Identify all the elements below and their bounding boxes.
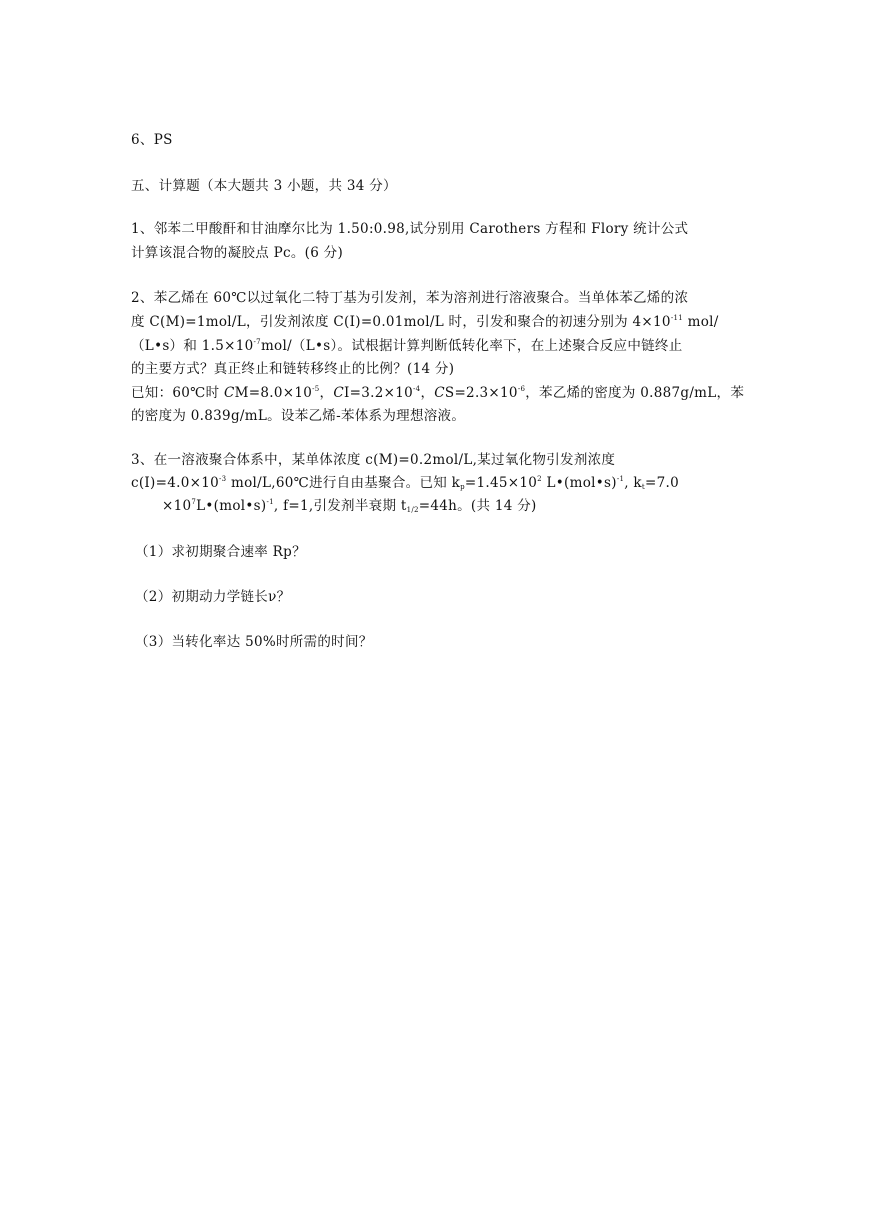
q1-line2: 计算该混合物的凝胶点 Pc。(6 分) — [131, 245, 344, 261]
q2-line3: （L•s）和 $1.5\times 10^{-7}mol/(L•s)$。试根据计算判断低转化率下，在上述聚合反应中链终止 — [131, 338, 683, 354]
q2-line4: 的主要方式？真正终止和链转移终止的比例？(14 分) — [131, 361, 455, 377]
sub-question-2: （2）初期动力学链长ν？ — [135, 589, 291, 605]
sub-question-1: （1）求初期聚合速率 Rp？ — [135, 544, 306, 560]
q2-line5: 已知：60℃时 $CM=8.0\times 10^{-5}$，$CI=3.2\times 10^{-4}$，$CS=2.3\times 10^{-6}$，苯乙烯的密度为 0.887g/mL，苯 — [131, 385, 745, 401]
q2-line2: 度 C(M)=1mol/L，引发剂浓度 C(I)=0.01mol/L 时，引发和聚合的初速分别为 $4\times 10^{-11}$ mol/ — [131, 314, 719, 330]
section-heading: 五、计算题（本大题共 3 小题，共 34 分） — [131, 178, 397, 194]
q2-line1: 2、苯乙烯在 60℃以过氧化二特丁基为引发剂，苯为溶剂进行溶液聚合。当单体苯乙烯的浓 — [131, 290, 689, 306]
q2-line6: 的密度为 0.839g/mL。设苯乙烯-苯体系为理想溶液。 — [131, 408, 466, 424]
sub-question-3: （3）当转化率达 50%时所需的时间？ — [135, 634, 373, 650]
q3-line2: $c(I)=4.0\times 10^{-3}$ mol/L,60℃进行自由基聚合。已知 $k_p=1.45\times 10^2$ L•(mol•s)$^{-1}$, $k_t=7.0$ — [131, 475, 680, 491]
q1-line1: 1、邻苯二甲酸酐和甘油摩尔比为 1.50:0.98,试分别用 Carothers 方程和 Flory 统计公式 — [131, 221, 689, 237]
exponent: -7 — [253, 338, 261, 346]
exponent: -11 — [670, 314, 684, 322]
q3-line1: 3、在一溶液聚合体系中，某单体浓度 c(M)=0.2mol/L,某过氧化物引发剂浓度 — [131, 452, 616, 468]
q3-line3: $\times 10^7L•(mol•s)^{-1}$, f=1,引发剂半衰期 $t_{1/2}=44h$。(共 14 分) — [162, 498, 537, 514]
section-item-ps: 6、PS — [131, 132, 173, 148]
